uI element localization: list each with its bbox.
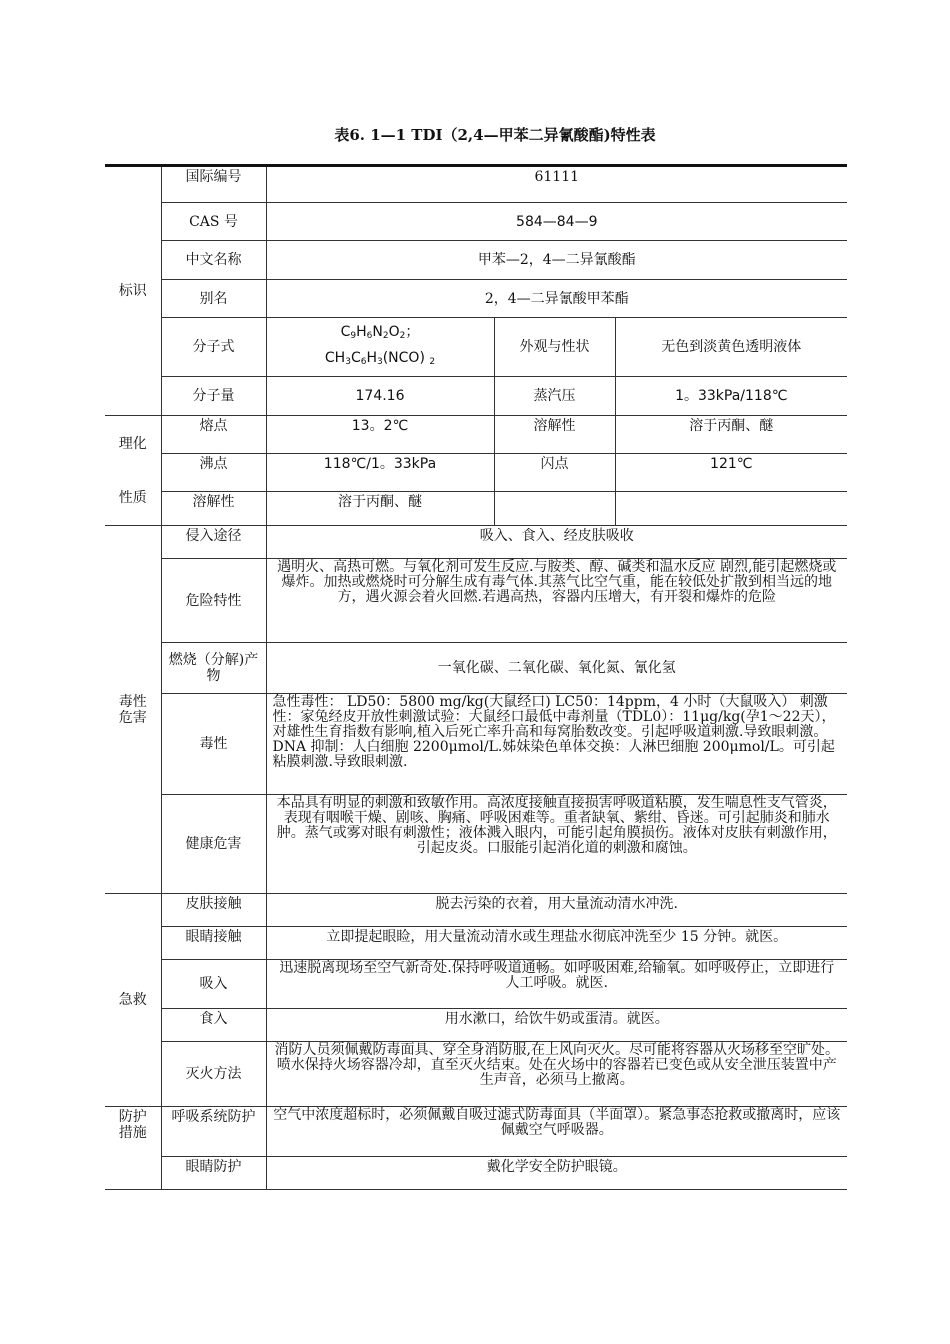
- alias-label: 别名: [161, 280, 266, 318]
- resp-value: 空气中浓度超标时，必须佩戴自吸过滤式防毒面具（半面罩）。紧急事态抢救或撤离时，应该佩戴空气呼吸器。: [266, 1107, 847, 1157]
- ingest-label: 食入: [161, 1009, 266, 1042]
- formula-value: [266, 318, 494, 377]
- mp-value: 13。2℃: [266, 416, 494, 454]
- eyeprot-label: 眼睛防护: [161, 1157, 266, 1190]
- sol2-value: 溶于丙酮、醚: [266, 492, 494, 526]
- tdi-property-table: [105, 164, 847, 1190]
- formula-line-2: $CH_3C_6H_3(NCO)$ $_2$: [324, 350, 436, 367]
- health-value: 本品具有明显的刺激和致敏作用。高浓度接触直接损害呼吸道粘膜，发生喘息性支气管炎，表现有咽喉干燥、剧咳、胸痛、呼吸困难等。重者缺氧、紫绀、昏迷。可引起肺炎和肺水肿。蒸气或雾对眼有刺激性；液体溅入眼内，可能引起角膜损伤。液体对皮肤有刺激作用，引起皮炎。口服能引起消化道的刺激和腐蚀。: [266, 795, 847, 894]
- section-first-aid: 急救: [105, 894, 161, 1107]
- mw-value: 174.16: [266, 377, 494, 416]
- eyeprot-value: 戴化学安全防护眼镜。: [266, 1157, 847, 1190]
- vp-label: 蒸汽压: [494, 377, 615, 416]
- section-physchem-line1: 理化: [118, 435, 147, 452]
- eye-value: 立即提起眼睑，用大量流动清水或生理盐水彻底冲洗至少 15 分钟。就医。: [266, 927, 847, 960]
- inhale-value: 迅速脱离现场至空气新奇处.保持呼吸道通畅。如呼吸困难,给输氧。如呼吸停止，立即进行人工呼吸。就医.: [266, 960, 847, 1009]
- skin-label: 皮肤接触: [161, 894, 266, 927]
- empty-cell-b: [615, 492, 847, 526]
- fire-label: 灭火方法: [161, 1042, 266, 1107]
- appearance-label: 外观与性状: [494, 318, 615, 377]
- skin-value: 脱去污染的衣着，用大量流动清水冲洗.: [266, 894, 847, 927]
- empty-cell-a: [494, 492, 615, 526]
- mp-label: 熔点: [161, 416, 266, 454]
- cn-name-label: 中文名称: [161, 241, 266, 280]
- combust-value: 一氧化碳、二氧化碳、氧化氮、氰化氢: [266, 643, 847, 694]
- sol-label: 溶解性: [494, 416, 615, 454]
- flash-value: 121℃: [615, 454, 847, 492]
- intl-no-value: 61111: [266, 166, 847, 203]
- route-value: 吸入、食入、经皮肤吸收: [266, 526, 847, 559]
- bp-value: 118℃/1。33kPa: [266, 454, 494, 492]
- hazard-value: 遇明火、高热可燃。与氧化剂可发生反应.与胺类、醇、碱类和温水反应 剧烈,能引起燃烧或爆炸。加热或燃烧时可分解生成有毒气体.其蒸气比空气重，能在较低处扩散到相当远的地方，遇火源会着火回燃.若遇高热，容器内压增大，有开裂和爆炸的危险: [266, 559, 847, 643]
- inhale-label: 吸入: [161, 960, 266, 1009]
- hazard-label: 危险特性: [161, 559, 266, 643]
- sol-value: 溶于丙酮、醚: [615, 416, 847, 454]
- fire-value: 消防人员须佩戴防毒面具、穿全身消防服,在上风向灭火。尽可能将容器从火场移至空旷处。喷水保持火场容器冷却，直至灭火结束。处在火场中的容器若已变色或从安全泄压装置中产生声音，必须马上撤离。: [266, 1042, 847, 1107]
- combust-label: 燃烧（分解)产物: [161, 643, 266, 694]
- resp-label: 呼吸系统防护: [161, 1107, 266, 1157]
- vp-value: 1。33kPa/118℃: [615, 377, 847, 416]
- section-protection: 防护 措施: [105, 1107, 161, 1190]
- section-toxicity: 毒性 危害: [105, 526, 161, 894]
- sol2-label: 溶解性: [161, 492, 266, 526]
- toxicity-label: 毒性: [161, 694, 266, 795]
- alias-value: 2，4—二异氰酸甲苯酯: [266, 280, 847, 318]
- route-label: 侵入途径: [161, 526, 266, 559]
- cas-label: CAS 号: [161, 203, 266, 241]
- flash-label: 闪点: [494, 454, 615, 492]
- section-physchem-line2: 性质: [118, 489, 147, 506]
- ingest-value: 用水漱口，给饮牛奶或蛋清。就医。: [266, 1009, 847, 1042]
- bp-label: 沸点: [161, 454, 266, 492]
- intl-no-label: 国际编号: [161, 166, 266, 203]
- section-physchem: [105, 416, 161, 526]
- health-label: 健康危害: [161, 795, 266, 894]
- cn-name-value: 甲苯—2，4—二异氰酸酯: [266, 241, 847, 280]
- formula-line-1: $C_9H_6N_2O_2$；: [340, 324, 420, 341]
- toxicity-value: 急性毒性： LD50：5800 mg/kg(大鼠经口) LC50：14ppm，4 小时（大鼠吸入） 刺激性：家兔经皮开放性刺激试验：大鼠经口最低中毒剂量（TDL0）：11μg/kg(孕1～22天），对雄性生育指数有影响,植入后死亡率升高和每窝胎数改变。引起呼吸道刺激.导致眼刺激。DNA 抑制：人白细胞 2200μmol/L.姊妹染色单体交换：人淋巴细胞 200μmol/L。可引起粘膜刺激.导致眼刺激.: [266, 694, 847, 795]
- section-identity: 标识: [105, 166, 161, 416]
- formula-label: 分子式: [161, 318, 266, 377]
- appearance-value: 无色到淡黄色透明液体: [615, 318, 847, 377]
- table-title: 表6. 1—1 TDI（2,4—甲苯二异氰酸酯)特性表: [334, 126, 656, 144]
- mw-label: 分子量: [161, 377, 266, 416]
- cas-value: 584—84—9: [266, 203, 847, 241]
- eye-label: 眼睛接触: [161, 927, 266, 960]
